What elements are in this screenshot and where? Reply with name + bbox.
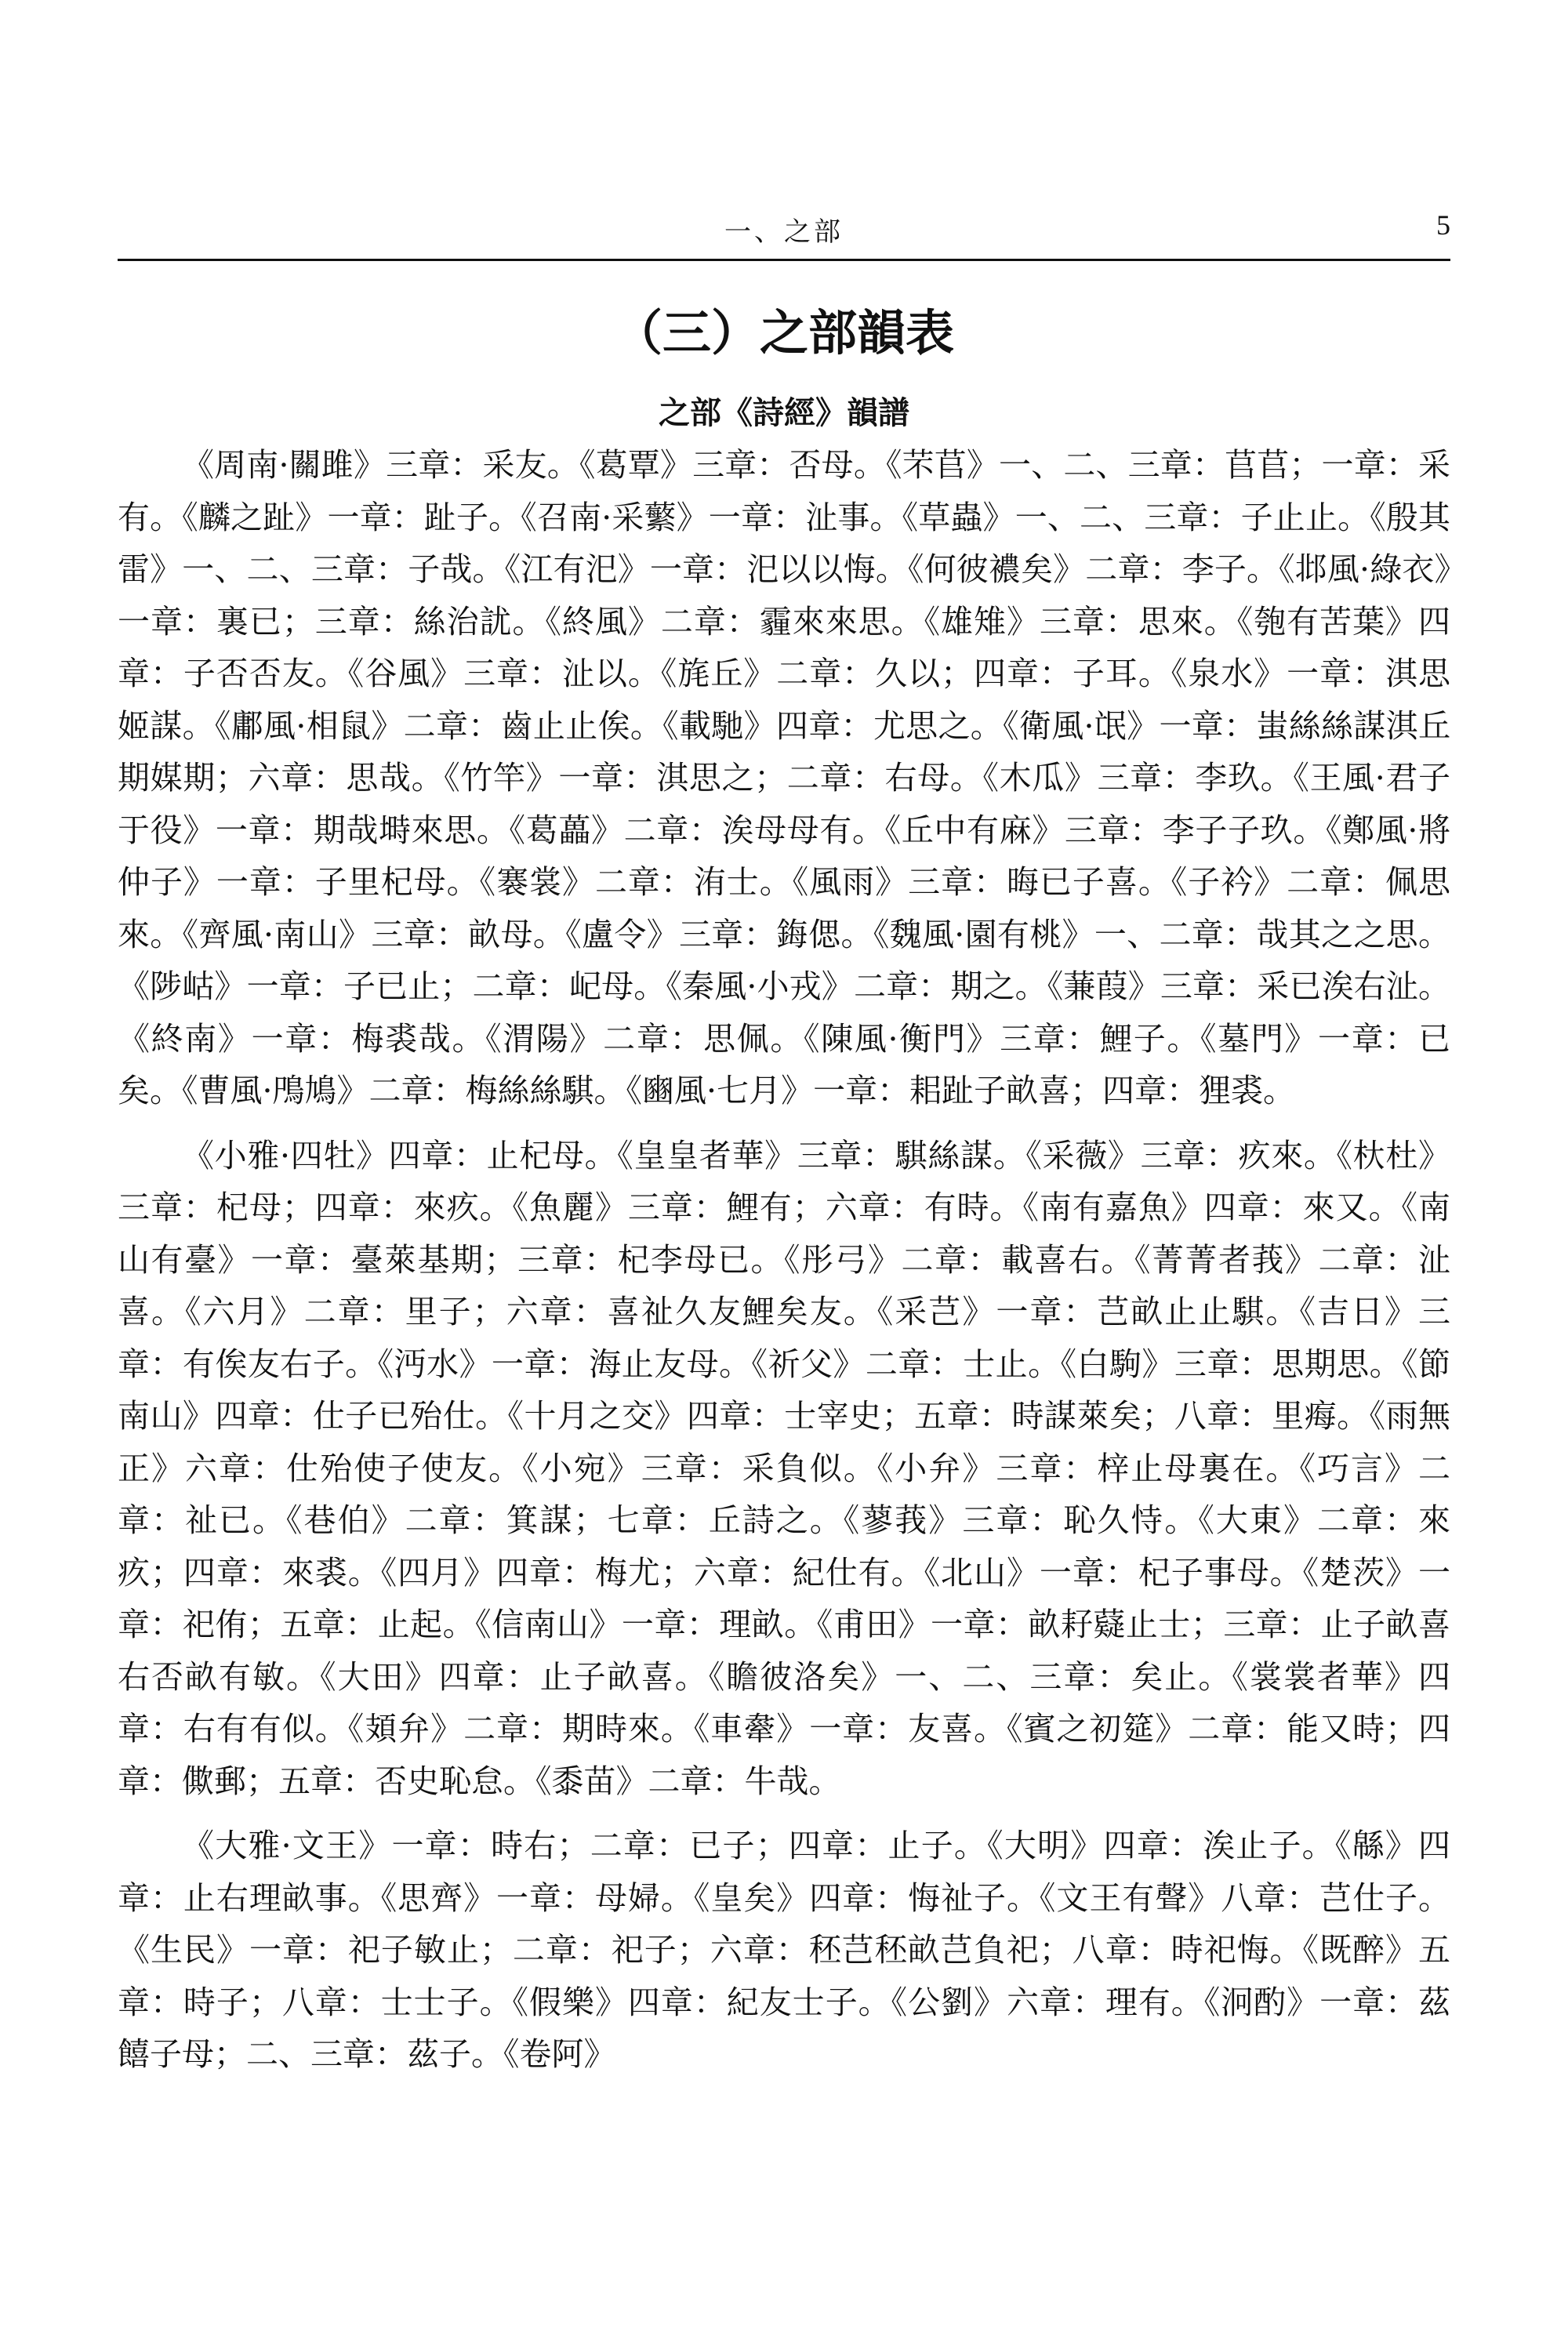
paragraph-xiaoya: 《小雅·四牡》四章：止杞母。《皇皇者華》三章：騏絲謀。《采薇》三章：疚來。《杕杜》三章：杞母；四章：來疚。《魚麗》三章：鯉有；六章：有時。《南有嘉魚》四章：來又。《南山有臺》一章：臺萊基期；三章：杞李母已。《彤弓》二章：載喜右。《菁菁者莪》二章：沚喜。《六月》二章：里子；六章：喜祉久友鯉矣友。《采芑》一章：芑畝止止騏。《吉日》三章：有俟友右子。《沔水》一章：海止友母。《祈父》二章：士止。《白駒》三章：思期思。《節南山》四章：仕子已殆仕。《十月之交》四章：士宰史；五章：時謀萊矣；八章：里痗。《雨無正》六章：仕殆使子使友。《小宛》三章：采負似。《小弁》三章：梓止母裏在。《巧言》二章：祉已。《巷伯》二章：箕謀；七章：丘詩之。《蓼莪》三章：恥久恃。《大東》二章：來疚；四章：來裘。《四月》四章：梅尤；六章：紀仕有。《北山》一章：杞子事母。《楚茨》一章：祀侑；五章：止起。《信南山》一章：理畝。《甫田》一章：畝耔薿止士；三章：止子畝喜右否畝有敏。《大田》四章：止子畝喜。《瞻彼洛矣》一、二、三章：矣止。《裳裳者華》四章：右有有似。《頍弁》二章：期時來。《車舝》一章：友喜。《賓之初筵》二章：能又時；四章：僛郵；五章：否史恥怠。《黍苗》二章：牛哉。	[118, 1136, 1450, 1800]
section-title: （三）之部韻表	[613, 304, 954, 361]
rhyme-table-body	[118, 439, 1450, 2093]
paragraph-daya: 《大雅·文王》一章：時右；二章：已子；四章：止子。《大明》四章：涘止子。《緜》四章：止右理畝事。《思齊》一章：母婦。《皇矣》四章：悔祉子。《文王有聲》八章：芑仕子。《生民》一章：祀子敏止；二章：祀子；六章：秠芑秠畝芑負祀；八章：時祀悔。《既醉》五章：時子；八章：士士子。《假樂》四章：紀友士子。《公劉》六章：理有。《泂酌》一章：茲饎子母；二、三章：茲子。《卷阿》	[118, 1827, 1450, 2073]
paragraph-guofeng: 《周南·關雎》三章：采友。《葛覃》三章：否母。《芣苢》一、二、三章：苢苢；一章：采有。《麟之趾》一章：趾子。《召南·采蘩》一章：沚事。《草蟲》一、二、三章：子止止。《殷其雷》一、二、三章：子哉。《江有汜》一章：汜以以悔。《何彼襛矣》二章：李子。《邶風·綠衣》一章：裏已；三章：絲治訧。《終風》二章：霾來來思。《雄雉》三章：思來。《匏有苦葉》四章：子否否友。《谷風》三章：沚以。《旄丘》二章：久以；四章：子耳。《泉水》一章：淇思姬謀。《鄘風·相鼠》二章：齒止止俟。《載馳》四章：尤思之。《衛風·氓》一章：蚩絲絲謀淇丘期媒期；六章：思哉。《竹竿》一章：淇思之；二章：右母。《木瓜》三章：李玖。《王風·君子于役》一章：期哉塒來思。《葛藟》二章：涘母母有。《丘中有麻》三章：李子子玖。《鄭風·將仲子》一章：子里杞母。《褰裳》二章：洧士。《風雨》三章：晦已子喜。《子衿》二章：佩思來。《齊風·南山》三章：畝母。《盧令》三章：鋂偲。《魏風·園有桃》一、二章：哉其之之思。《陟岵》一章：子已止；二章：屺母。《秦風·小戎》二章：期之。《蒹葭》三章：采已涘右沚。《終南》一章：梅裘哉。《渭陽》二章：思佩。《陳風·衡門》三章：鯉子。《墓門》一章：已矣。《曹風·鳲鳩》二章：梅絲絲騏。《豳風·七月》一章：耜趾子畝喜；四章：狸裘。	[118, 446, 1450, 1109]
running-header	[118, 204, 1450, 261]
running-head-title: 一、之部	[724, 216, 844, 248]
subsection-title: 之部《詩經》韻譜	[659, 395, 909, 431]
page-number: 5	[1436, 209, 1450, 241]
